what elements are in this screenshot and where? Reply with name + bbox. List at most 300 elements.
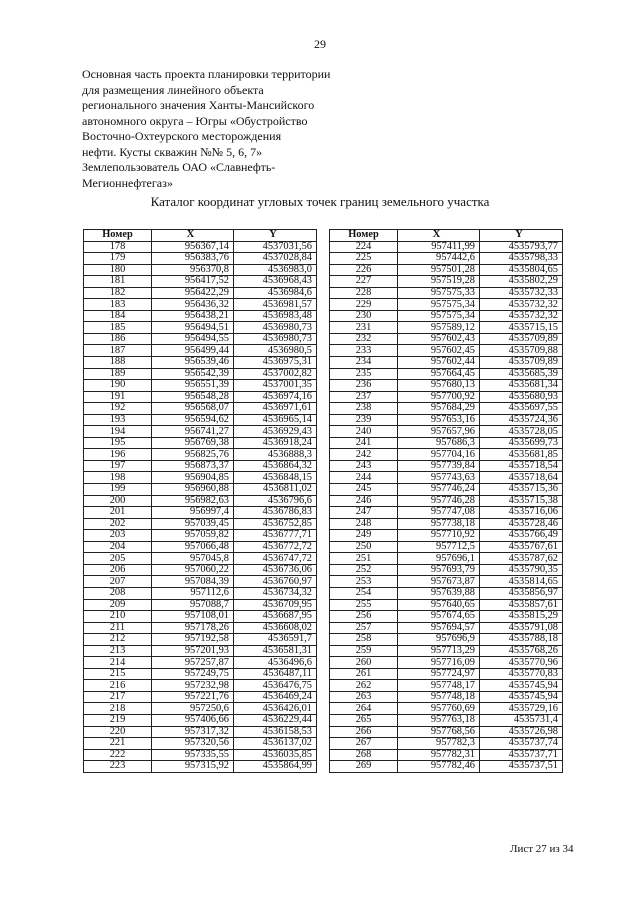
point-number-cell: 263 bbox=[330, 691, 398, 703]
y-coordinate-cell: 4536971,61 bbox=[234, 403, 317, 415]
point-number-cell: 194 bbox=[84, 426, 152, 438]
x-coordinate-cell: 957602,44 bbox=[398, 357, 480, 369]
y-coordinate-cell: 4537001,35 bbox=[234, 380, 317, 392]
y-coordinate-cell: 4536487,11 bbox=[234, 668, 317, 680]
x-coordinate-cell: 957768,56 bbox=[398, 726, 480, 738]
point-number-cell: 223 bbox=[84, 761, 152, 773]
header-line: нефти. Кусты скважин №№ 5, 6, 7» bbox=[82, 144, 263, 159]
y-coordinate-cell: 4536980,5 bbox=[234, 345, 317, 357]
table-row bbox=[330, 691, 563, 703]
table-row bbox=[330, 310, 563, 322]
y-coordinate-cell: 4535699,73 bbox=[480, 437, 563, 449]
point-number-cell: 200 bbox=[84, 495, 152, 507]
y-coordinate-cell: 4535770,83 bbox=[480, 668, 563, 680]
point-number-cell: 254 bbox=[330, 587, 398, 599]
sheet-footer: Лист 27 из 34 bbox=[510, 843, 574, 855]
point-number-cell: 197 bbox=[84, 460, 152, 472]
point-number-cell: 252 bbox=[330, 564, 398, 576]
x-coordinate-cell: 957045,8 bbox=[152, 553, 234, 565]
point-number-cell: 244 bbox=[330, 472, 398, 484]
table-row bbox=[84, 299, 317, 311]
y-coordinate-cell: 4536980,73 bbox=[234, 333, 317, 345]
point-number-cell: 237 bbox=[330, 391, 398, 403]
point-number-cell: 265 bbox=[330, 714, 398, 726]
table-row bbox=[330, 345, 563, 357]
y-coordinate-cell: 4535731,4 bbox=[480, 714, 563, 726]
table-row bbox=[84, 241, 317, 253]
point-number-cell: 246 bbox=[330, 495, 398, 507]
document-header bbox=[82, 67, 352, 191]
y-coordinate-cell: 4535697,55 bbox=[480, 403, 563, 415]
table-row bbox=[84, 333, 317, 345]
table-row bbox=[330, 437, 563, 449]
x-coordinate-cell: 956960,88 bbox=[152, 484, 234, 496]
table-row bbox=[330, 460, 563, 472]
x-coordinate-cell: 956499,44 bbox=[152, 345, 234, 357]
x-coordinate-cell: 957782,31 bbox=[398, 749, 480, 761]
table-row bbox=[330, 576, 563, 588]
table-row bbox=[330, 507, 563, 519]
y-coordinate-cell: 4535732,32 bbox=[480, 299, 563, 311]
coordinates-table-right bbox=[329, 229, 563, 773]
x-coordinate-cell: 957710,92 bbox=[398, 530, 480, 542]
point-number-cell: 245 bbox=[330, 484, 398, 496]
y-coordinate-cell: 4535681,85 bbox=[480, 449, 563, 461]
x-coordinate-cell: 957112,6 bbox=[152, 587, 234, 599]
x-coordinate-cell: 957317,32 bbox=[152, 726, 234, 738]
y-coordinate-cell: 4535737,71 bbox=[480, 749, 563, 761]
point-number-cell: 238 bbox=[330, 403, 398, 415]
table-row bbox=[330, 403, 563, 415]
table-row bbox=[84, 357, 317, 369]
y-coordinate-cell: 4536736,06 bbox=[234, 564, 317, 576]
point-number-cell: 269 bbox=[330, 761, 398, 773]
x-coordinate-cell: 957519,28 bbox=[398, 276, 480, 288]
x-coordinate-cell: 956367,14 bbox=[152, 241, 234, 253]
header-line: регионального значения Ханты-Мансийского bbox=[82, 98, 315, 112]
y-coordinate-cell: 4536980,73 bbox=[234, 322, 317, 334]
point-number-cell: 193 bbox=[84, 414, 152, 426]
point-number-cell: 196 bbox=[84, 449, 152, 461]
point-number-cell: 225 bbox=[330, 253, 398, 265]
x-coordinate-cell: 957739,84 bbox=[398, 460, 480, 472]
table-row bbox=[84, 576, 317, 588]
x-coordinate-cell: 957066,48 bbox=[152, 541, 234, 553]
x-coordinate-cell: 957693,79 bbox=[398, 564, 480, 576]
y-coordinate-cell: 4536983,48 bbox=[234, 310, 317, 322]
table-row bbox=[84, 345, 317, 357]
x-coordinate-cell: 956594,62 bbox=[152, 414, 234, 426]
y-coordinate-cell: 4535732,33 bbox=[480, 287, 563, 299]
x-coordinate-cell: 957192,58 bbox=[152, 634, 234, 646]
table-row bbox=[84, 668, 317, 680]
table-row bbox=[330, 738, 563, 750]
table-row bbox=[330, 657, 563, 669]
x-coordinate-cell: 957406,66 bbox=[152, 714, 234, 726]
x-coordinate-cell: 957716,09 bbox=[398, 657, 480, 669]
point-number-cell: 211 bbox=[84, 622, 152, 634]
y-coordinate-cell: 4536591,7 bbox=[234, 634, 317, 646]
x-coordinate-cell: 957782,3 bbox=[398, 738, 480, 750]
x-coordinate-cell: 957232,98 bbox=[152, 680, 234, 692]
table-row bbox=[330, 530, 563, 542]
table-row bbox=[330, 276, 563, 288]
point-number-cell: 248 bbox=[330, 518, 398, 530]
point-number-cell: 233 bbox=[330, 345, 398, 357]
table-row bbox=[84, 587, 317, 599]
point-number-cell: 217 bbox=[84, 691, 152, 703]
y-coordinate-cell: 4536968,43 bbox=[234, 276, 317, 288]
point-number-cell: 249 bbox=[330, 530, 398, 542]
x-coordinate-cell: 956494,51 bbox=[152, 322, 234, 334]
point-number-cell: 260 bbox=[330, 657, 398, 669]
table-row bbox=[330, 264, 563, 276]
table-row bbox=[84, 761, 317, 773]
point-number-cell: 187 bbox=[84, 345, 152, 357]
table-row bbox=[330, 241, 563, 253]
y-coordinate-cell: 4536848,15 bbox=[234, 472, 317, 484]
x-coordinate-cell: 956438,21 bbox=[152, 310, 234, 322]
x-coordinate-cell: 956494,55 bbox=[152, 333, 234, 345]
x-coordinate-cell: 957713,29 bbox=[398, 645, 480, 657]
point-number-cell: 203 bbox=[84, 530, 152, 542]
y-coordinate-cell: 4536965,14 bbox=[234, 414, 317, 426]
table-row bbox=[330, 391, 563, 403]
table-row bbox=[330, 484, 563, 496]
table-row bbox=[84, 657, 317, 669]
point-number-cell: 184 bbox=[84, 310, 152, 322]
table-row bbox=[84, 680, 317, 692]
table-row bbox=[330, 634, 563, 646]
table-row bbox=[84, 749, 317, 761]
table-row bbox=[84, 541, 317, 553]
column-header-y: Y bbox=[480, 230, 563, 242]
table-row bbox=[330, 322, 563, 334]
table-row bbox=[330, 611, 563, 623]
x-coordinate-cell: 956904,85 bbox=[152, 472, 234, 484]
y-coordinate-cell: 4535728,05 bbox=[480, 426, 563, 438]
x-coordinate-cell: 957724,97 bbox=[398, 668, 480, 680]
y-coordinate-cell: 4535798,33 bbox=[480, 253, 563, 265]
table-row bbox=[330, 368, 563, 380]
point-number-cell: 214 bbox=[84, 657, 152, 669]
x-coordinate-cell: 957782,46 bbox=[398, 761, 480, 773]
x-coordinate-cell: 956417,52 bbox=[152, 276, 234, 288]
table-row bbox=[84, 553, 317, 565]
y-coordinate-cell: 4535680,93 bbox=[480, 391, 563, 403]
table-row bbox=[84, 622, 317, 634]
point-number-cell: 206 bbox=[84, 564, 152, 576]
point-number-cell: 188 bbox=[84, 357, 152, 369]
table-row bbox=[330, 472, 563, 484]
x-coordinate-cell: 956436,32 bbox=[152, 299, 234, 311]
y-coordinate-cell: 4535815,29 bbox=[480, 611, 563, 623]
point-number-cell: 266 bbox=[330, 726, 398, 738]
point-number-cell: 267 bbox=[330, 738, 398, 750]
point-number-cell: 253 bbox=[330, 576, 398, 588]
point-number-cell: 207 bbox=[84, 576, 152, 588]
header-line: Восточно-Охтеурского месторождения bbox=[82, 129, 282, 143]
y-coordinate-cell: 4535709,89 bbox=[480, 357, 563, 369]
y-coordinate-cell: 4536608,02 bbox=[234, 622, 317, 634]
y-coordinate-cell: 4535716,06 bbox=[480, 507, 563, 519]
y-coordinate-cell: 4535709,88 bbox=[480, 345, 563, 357]
point-number-cell: 262 bbox=[330, 680, 398, 692]
y-coordinate-cell: 4535767,61 bbox=[480, 541, 563, 553]
point-number-cell: 209 bbox=[84, 599, 152, 611]
table-row bbox=[84, 495, 317, 507]
x-coordinate-cell: 957700,92 bbox=[398, 391, 480, 403]
y-coordinate-cell: 4535685,39 bbox=[480, 368, 563, 380]
point-number-cell: 182 bbox=[84, 287, 152, 299]
header-line: Землепользователь ОАО «Славнефть- bbox=[82, 160, 276, 174]
point-number-cell: 199 bbox=[84, 484, 152, 496]
table-row bbox=[330, 518, 563, 530]
x-coordinate-cell: 957760,69 bbox=[398, 703, 480, 715]
point-number-cell: 208 bbox=[84, 587, 152, 599]
y-coordinate-cell: 4535737,74 bbox=[480, 738, 563, 750]
x-coordinate-cell: 957712,5 bbox=[398, 541, 480, 553]
x-coordinate-cell: 957442,6 bbox=[398, 253, 480, 265]
x-coordinate-cell: 956873,37 bbox=[152, 460, 234, 472]
x-coordinate-cell: 956741,27 bbox=[152, 426, 234, 438]
y-coordinate-cell: 4535724,36 bbox=[480, 414, 563, 426]
header-line: автономного округа – Югры «Обустройство bbox=[82, 113, 308, 128]
y-coordinate-cell: 4535788,18 bbox=[480, 634, 563, 646]
x-coordinate-cell: 957335,55 bbox=[152, 749, 234, 761]
table-row bbox=[84, 426, 317, 438]
table-row bbox=[84, 322, 317, 334]
y-coordinate-cell: 4537031,56 bbox=[234, 241, 317, 253]
x-coordinate-cell: 956539,46 bbox=[152, 357, 234, 369]
point-number-cell: 178 bbox=[84, 241, 152, 253]
y-coordinate-cell: 4536035,85 bbox=[234, 749, 317, 761]
x-coordinate-cell: 957059,82 bbox=[152, 530, 234, 542]
table-row bbox=[84, 310, 317, 322]
y-coordinate-cell: 4536752,85 bbox=[234, 518, 317, 530]
point-number-cell: 220 bbox=[84, 726, 152, 738]
x-coordinate-cell: 957684,29 bbox=[398, 403, 480, 415]
x-coordinate-cell: 957315,92 bbox=[152, 761, 234, 773]
x-coordinate-cell: 957686,3 bbox=[398, 437, 480, 449]
point-number-cell: 185 bbox=[84, 322, 152, 334]
catalog-title: Каталог координат угловых точек границ земельного участка bbox=[150, 194, 490, 209]
point-number-cell: 250 bbox=[330, 541, 398, 553]
x-coordinate-cell: 957639,88 bbox=[398, 587, 480, 599]
table-row bbox=[84, 726, 317, 738]
table-row bbox=[84, 460, 317, 472]
point-number-cell: 201 bbox=[84, 507, 152, 519]
column-header-number: Номер bbox=[330, 230, 398, 242]
table-row bbox=[330, 414, 563, 426]
table-row bbox=[84, 599, 317, 611]
x-coordinate-cell: 957084,39 bbox=[152, 576, 234, 588]
x-coordinate-cell: 957763,18 bbox=[398, 714, 480, 726]
point-number-cell: 204 bbox=[84, 541, 152, 553]
x-coordinate-cell: 957221,76 bbox=[152, 691, 234, 703]
x-coordinate-cell: 957575,34 bbox=[398, 299, 480, 311]
point-number-cell: 213 bbox=[84, 645, 152, 657]
y-coordinate-cell: 4535787,62 bbox=[480, 553, 563, 565]
y-coordinate-cell: 4536496,6 bbox=[234, 657, 317, 669]
point-number-cell: 268 bbox=[330, 749, 398, 761]
x-coordinate-cell: 957602,43 bbox=[398, 333, 480, 345]
table-row bbox=[330, 287, 563, 299]
point-number-cell: 256 bbox=[330, 611, 398, 623]
y-coordinate-cell: 4536811,02 bbox=[234, 484, 317, 496]
column-header-y: Y bbox=[234, 230, 317, 242]
table-row bbox=[84, 472, 317, 484]
point-number-cell: 202 bbox=[84, 518, 152, 530]
y-coordinate-cell: 4536974,16 bbox=[234, 391, 317, 403]
x-coordinate-cell: 957250,6 bbox=[152, 703, 234, 715]
table-row bbox=[330, 253, 563, 265]
x-coordinate-cell: 956568,07 bbox=[152, 403, 234, 415]
y-coordinate-cell: 4536864,32 bbox=[234, 460, 317, 472]
point-number-cell: 216 bbox=[84, 680, 152, 692]
point-number-cell: 205 bbox=[84, 553, 152, 565]
y-coordinate-cell: 4536747,72 bbox=[234, 553, 317, 565]
x-coordinate-cell: 957673,87 bbox=[398, 576, 480, 588]
table-row bbox=[84, 634, 317, 646]
y-coordinate-cell: 4536786,83 bbox=[234, 507, 317, 519]
x-coordinate-cell: 957743,63 bbox=[398, 472, 480, 484]
y-coordinate-cell: 4535791,08 bbox=[480, 622, 563, 634]
table-row bbox=[84, 380, 317, 392]
point-number-cell: 222 bbox=[84, 749, 152, 761]
y-coordinate-cell: 4535793,77 bbox=[480, 241, 563, 253]
table-row bbox=[84, 518, 317, 530]
point-number-cell: 186 bbox=[84, 333, 152, 345]
y-coordinate-cell: 4535745,94 bbox=[480, 680, 563, 692]
y-coordinate-cell: 4535715,38 bbox=[480, 495, 563, 507]
point-number-cell: 247 bbox=[330, 507, 398, 519]
x-coordinate-cell: 957108,01 bbox=[152, 611, 234, 623]
point-number-cell: 179 bbox=[84, 253, 152, 265]
x-coordinate-cell: 957320,56 bbox=[152, 738, 234, 750]
point-number-cell: 261 bbox=[330, 668, 398, 680]
column-header-number: Номер bbox=[84, 230, 152, 242]
x-coordinate-cell: 957746,28 bbox=[398, 495, 480, 507]
y-coordinate-cell: 4535856,97 bbox=[480, 587, 563, 599]
point-number-cell: 226 bbox=[330, 264, 398, 276]
point-number-cell: 218 bbox=[84, 703, 152, 715]
point-number-cell: 255 bbox=[330, 599, 398, 611]
x-coordinate-cell: 957575,33 bbox=[398, 287, 480, 299]
y-coordinate-cell: 4536687,95 bbox=[234, 611, 317, 623]
y-coordinate-cell: 4536796,6 bbox=[234, 495, 317, 507]
table-row bbox=[330, 714, 563, 726]
x-coordinate-cell: 957748,18 bbox=[398, 691, 480, 703]
point-number-cell: 227 bbox=[330, 276, 398, 288]
point-number-cell: 258 bbox=[330, 634, 398, 646]
table-row bbox=[84, 276, 317, 288]
x-coordinate-cell: 956422,29 bbox=[152, 287, 234, 299]
table-row bbox=[330, 541, 563, 553]
x-coordinate-cell: 956548,28 bbox=[152, 391, 234, 403]
table-row bbox=[330, 726, 563, 738]
point-number-cell: 230 bbox=[330, 310, 398, 322]
x-coordinate-cell: 956769,38 bbox=[152, 437, 234, 449]
point-number-cell: 242 bbox=[330, 449, 398, 461]
x-coordinate-cell: 957411,99 bbox=[398, 241, 480, 253]
x-coordinate-cell: 957657,96 bbox=[398, 426, 480, 438]
y-coordinate-cell: 4536709,95 bbox=[234, 599, 317, 611]
table-row bbox=[84, 449, 317, 461]
y-coordinate-cell: 4536981,57 bbox=[234, 299, 317, 311]
y-coordinate-cell: 4536888,3 bbox=[234, 449, 317, 461]
y-coordinate-cell: 4536426,01 bbox=[234, 703, 317, 715]
table-row bbox=[84, 414, 317, 426]
x-coordinate-cell: 957039,45 bbox=[152, 518, 234, 530]
point-number-cell: 219 bbox=[84, 714, 152, 726]
y-coordinate-cell: 4537028,84 bbox=[234, 253, 317, 265]
point-number-cell: 235 bbox=[330, 368, 398, 380]
y-coordinate-cell: 4536929,43 bbox=[234, 426, 317, 438]
x-coordinate-cell: 957249,75 bbox=[152, 668, 234, 680]
table-row bbox=[84, 287, 317, 299]
point-number-cell: 243 bbox=[330, 460, 398, 472]
point-number-cell: 190 bbox=[84, 380, 152, 392]
y-coordinate-cell: 4535709,89 bbox=[480, 333, 563, 345]
table-row bbox=[330, 553, 563, 565]
point-number-cell: 189 bbox=[84, 368, 152, 380]
x-coordinate-cell: 957748,17 bbox=[398, 680, 480, 692]
y-coordinate-cell: 4536983,0 bbox=[234, 264, 317, 276]
table-row bbox=[84, 691, 317, 703]
table-row bbox=[84, 714, 317, 726]
table-row bbox=[330, 703, 563, 715]
y-coordinate-cell: 4535770,96 bbox=[480, 657, 563, 669]
point-number-cell: 224 bbox=[330, 241, 398, 253]
table-row bbox=[84, 484, 317, 496]
point-number-cell: 192 bbox=[84, 403, 152, 415]
y-coordinate-cell: 4535728,46 bbox=[480, 518, 563, 530]
column-header-x: X bbox=[398, 230, 480, 242]
table-row bbox=[330, 449, 563, 461]
y-coordinate-cell: 4535732,32 bbox=[480, 310, 563, 322]
x-coordinate-cell: 956383,76 bbox=[152, 253, 234, 265]
table-header-row bbox=[84, 230, 317, 242]
table-row bbox=[84, 264, 317, 276]
x-coordinate-cell: 957664,45 bbox=[398, 368, 480, 380]
x-coordinate-cell: 957738,18 bbox=[398, 518, 480, 530]
x-coordinate-cell: 957201,93 bbox=[152, 645, 234, 657]
x-coordinate-cell: 957696,9 bbox=[398, 634, 480, 646]
point-number-cell: 191 bbox=[84, 391, 152, 403]
point-number-cell: 183 bbox=[84, 299, 152, 311]
table-row bbox=[84, 611, 317, 623]
header-line: Основная часть проекта планировки территории bbox=[82, 67, 331, 81]
table-row bbox=[330, 299, 563, 311]
table-row bbox=[330, 761, 563, 773]
x-coordinate-cell: 957602,45 bbox=[398, 345, 480, 357]
x-coordinate-cell: 957747,08 bbox=[398, 507, 480, 519]
y-coordinate-cell: 4535681,34 bbox=[480, 380, 563, 392]
table-row bbox=[330, 426, 563, 438]
x-coordinate-cell: 957575,34 bbox=[398, 310, 480, 322]
table-row bbox=[84, 564, 317, 576]
table-row bbox=[330, 668, 563, 680]
header-line: для размещения линейного объекта bbox=[82, 82, 264, 97]
point-number-cell: 236 bbox=[330, 380, 398, 392]
y-coordinate-cell: 4535715,36 bbox=[480, 484, 563, 496]
point-number-cell: 180 bbox=[84, 264, 152, 276]
y-coordinate-cell: 4536975,31 bbox=[234, 357, 317, 369]
y-coordinate-cell: 4535864,99 bbox=[234, 761, 317, 773]
header-line: Мегионнефтегаз» bbox=[82, 175, 173, 190]
table-row bbox=[84, 703, 317, 715]
